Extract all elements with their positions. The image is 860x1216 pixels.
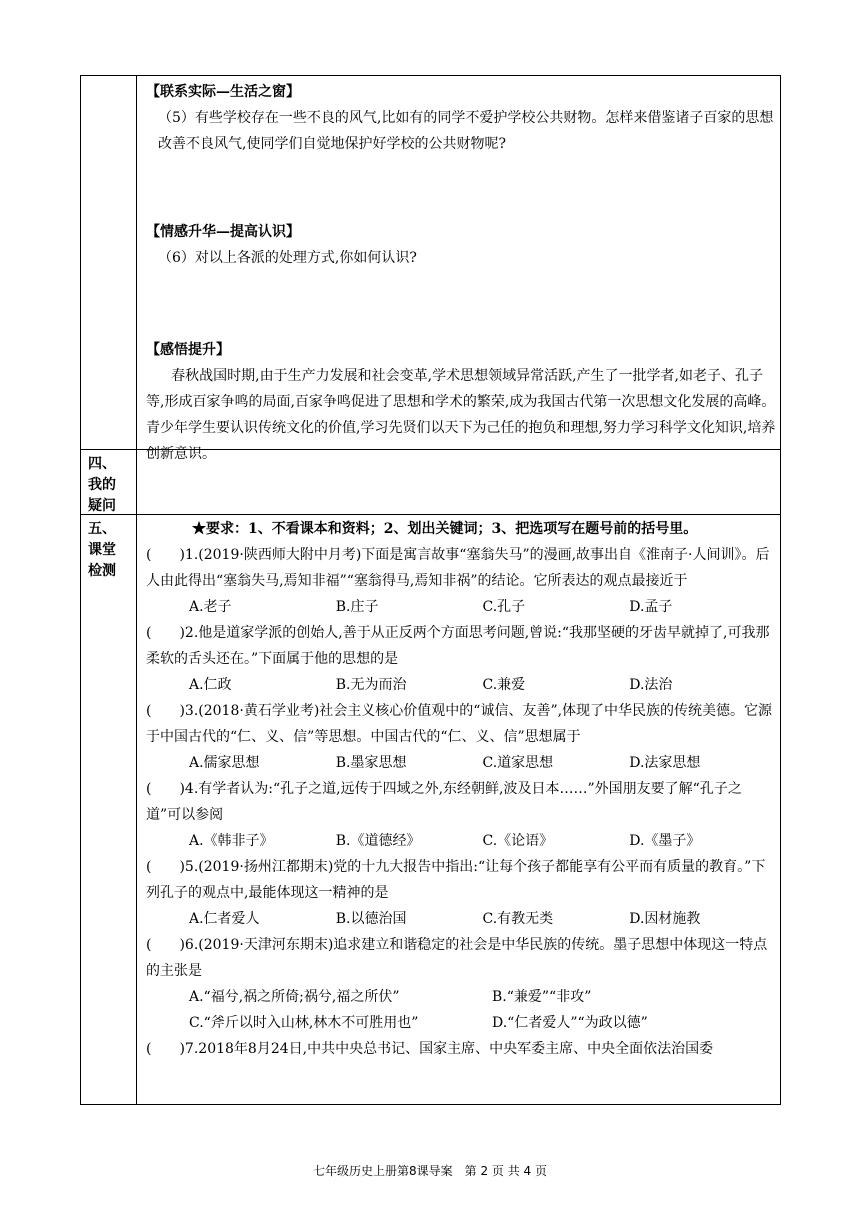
section-three-label-cell <box>81 76 137 450</box>
option-c: C.有教无类 <box>482 911 554 927</box>
option-a: A.仁政 <box>189 677 232 693</box>
section-four-label-line2: 我的 <box>88 477 116 493</box>
page-footer: 七年级历史上册第8课导案 第 2 页 共 4 页 <box>313 1164 547 1178</box>
section-five-content <box>137 515 781 1105</box>
option-b: B.“兼爱”“非攻” <box>492 989 592 1005</box>
option-d: D.《墨子》 <box>629 833 701 849</box>
question-6-stem: ( )6.(2019·天津河东期末)追求建立和谐稳定的社会是中华民族的传统。墨子思想中体现这一特点的主张是 <box>146 937 768 979</box>
section-five-label-line3: 检测 <box>88 563 116 579</box>
question-5-stem: ( )5.(2019·扬州江都期末)党的十九大报告中指出:“让每个孩子都能享有公平而有质量的教育。”下列孔子的观点中,最能体现这一精神的是 <box>146 859 766 901</box>
question-6-options-row2 <box>146 1010 776 1036</box>
option-c: C.兼爱 <box>482 677 526 693</box>
question-7-stem: ( )7.2018年8月24日,中共中央总书记、国家主席、中央军委主席、中央全面依法治国委 <box>146 1041 714 1057</box>
option-a: A.儒家思想 <box>189 755 260 771</box>
option-b: B.无为而治 <box>335 677 407 693</box>
option-c: C.“斧斤以时入山林,林木不可胜用也” <box>189 1015 419 1031</box>
question-2-stem: ( )2.他是道家学派的创始人,善于从正反两个方面思考问题,曾说:“我那坚硬的牙齿早就掉了,可我那柔软的舌头还在。”下面属于他的思想的是 <box>146 625 770 667</box>
section-five-row <box>81 515 781 1105</box>
insight-heading: 【感悟提升】 <box>146 342 230 358</box>
question-1-options <box>146 594 776 620</box>
question-1-stem: ( )1.(2019·陕西师大附中月考)下面是寓言故事“塞翁失马”的漫画,故事出自《淮南子·人间训》。后人由此得出“塞翁失马,焉知非福”“塞翁得马,焉知非祸”的结论。它所表达的观点最接近于 <box>146 547 770 589</box>
question-2-options <box>146 672 776 698</box>
section-four-label-number: 四、 <box>88 456 116 472</box>
option-b: B.以德治国 <box>335 911 407 927</box>
section-five-label-cell <box>81 515 137 1105</box>
section-four-label-cell <box>81 450 137 515</box>
requirement-text: ★要求：1、不看课本和资料；2、划出关键词；3、把选项写在题号前的括号里。 <box>192 521 698 537</box>
option-d: D.法治 <box>629 677 673 693</box>
lesson-table <box>80 75 781 1105</box>
questions-answer-area[interactable] <box>137 450 781 515</box>
emotion-heading: 【情感升华—提高认识】 <box>146 224 300 240</box>
question-5: （5）有些学校存在一些不良的风气,比如有的同学不爱护学校公共财物。怎样来借鉴诸子百家的思想改善不良风气,使同学们自觉地保护好学校的公共财物呢? <box>158 110 774 152</box>
option-b: B.《道德经》 <box>335 833 421 849</box>
question-6: （6）对以上各派的处理方式,你如何认识? <box>158 250 417 266</box>
option-a: A.老子 <box>189 599 232 615</box>
option-d: D.孟子 <box>629 599 673 615</box>
option-a: A.“福兮,祸之所倚;祸兮,福之所伏” <box>189 989 400 1005</box>
section-five-label-line2: 课堂 <box>88 542 116 558</box>
question-4-stem: ( )4.有学者认为:“孔子之道,远传于四域之外,东经朝鲜,波及日本……”外国朋友要了解“孔子之道”可以参阅 <box>146 781 742 823</box>
question-5-options <box>146 906 776 932</box>
question-6-options-row1 <box>146 984 776 1010</box>
section-three-row <box>81 76 781 450</box>
question-3-stem: ( )3.(2018·黄石学业考)社会主义核心价值观中的“诚信、友善”,体现了中华民族的传统美德。它源于中国古代的“仁、义、信”等思想。中国古代的“仁、义、信”思想属于 <box>146 703 773 745</box>
option-c: C.孔子 <box>482 599 526 615</box>
option-d: D.法家思想 <box>629 755 701 771</box>
option-d: D.因材施教 <box>629 911 701 927</box>
life-window-heading: 【联系实际—生活之窗】 <box>146 84 300 100</box>
option-a: A.仁者爱人 <box>189 911 260 927</box>
insight-paragraph: 春秋战国时期,由于生产力发展和社会变革,学术思想领域异常活跃,产生了一批学者,如老子、孔子等,形成百家争鸣的局面,百家争鸣促进了思想和学术的繁荣,成为我国古代第一次思想文化发展的高峰。青少年学生要认识传统文化的价值,学习先贤们以天下为己任的抱负和理想,努力学习科学文化知识,培养创新意识。 <box>146 368 776 462</box>
question-3-options <box>146 750 776 776</box>
option-a: A.《韩非子》 <box>189 833 274 849</box>
option-c: C.道家思想 <box>482 755 554 771</box>
option-d: D.“仁者爱人”“为政以德” <box>492 1015 648 1031</box>
option-c: C.《论语》 <box>482 833 554 849</box>
section-four-label-line3: 疑问 <box>88 498 116 514</box>
question-4-options <box>146 828 776 854</box>
option-b: B.墨家思想 <box>335 755 407 771</box>
section-three-content <box>137 76 781 462</box>
section-five-label-number: 五、 <box>88 521 116 537</box>
option-b: B.庄子 <box>335 599 379 615</box>
